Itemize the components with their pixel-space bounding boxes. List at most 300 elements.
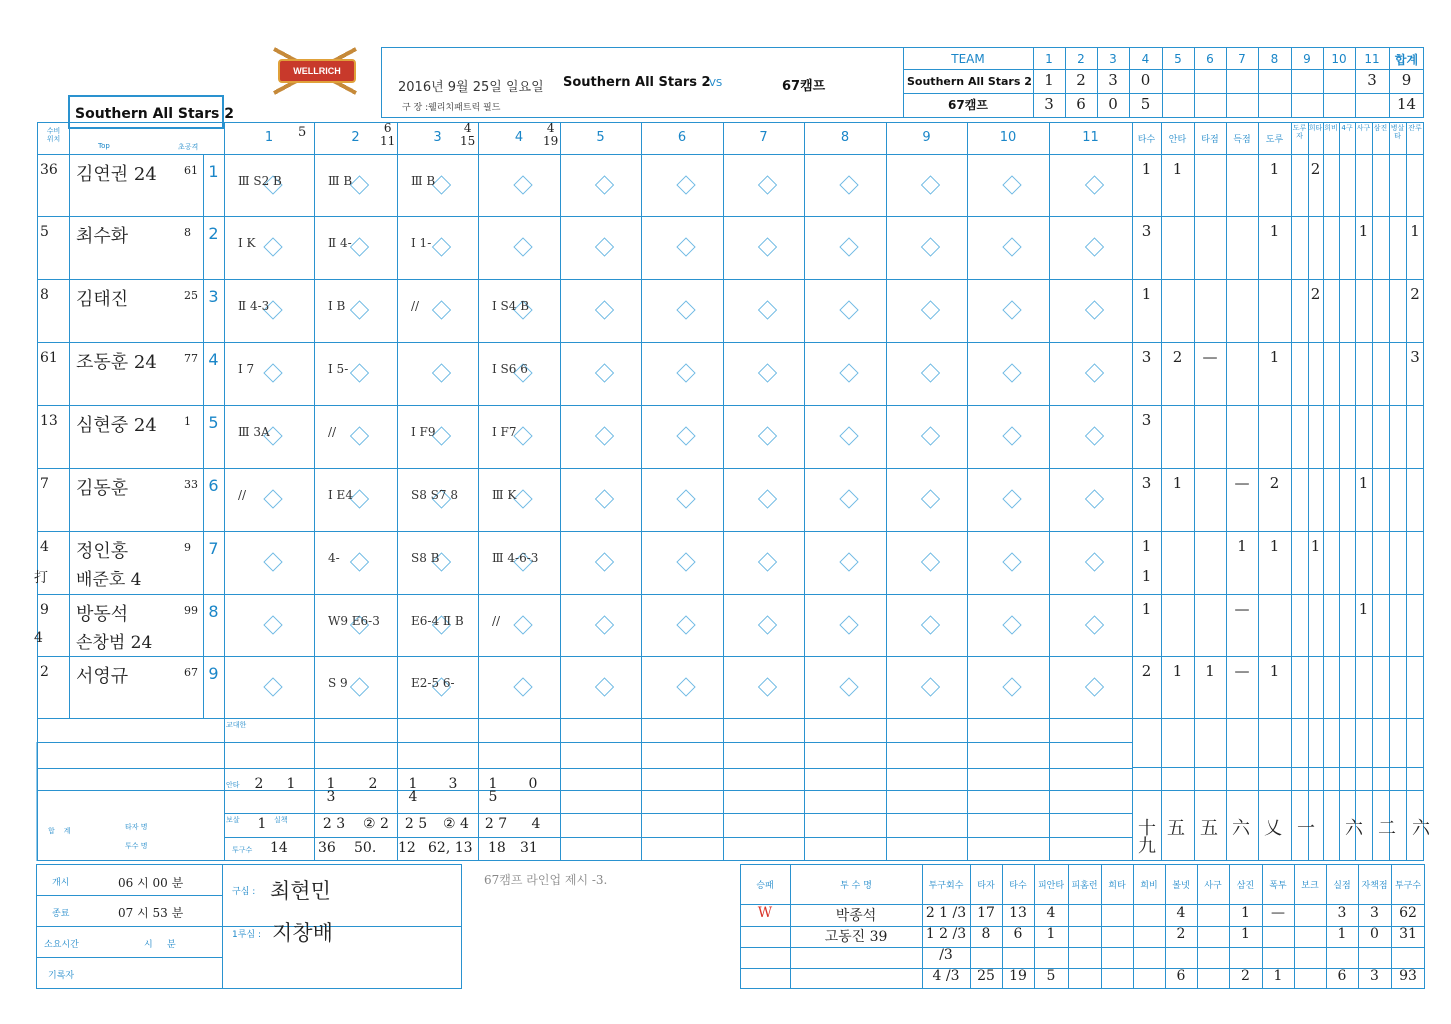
pitcher-r: 1 bbox=[1337, 926, 1347, 942]
inning-pitch-count: 50. bbox=[354, 840, 377, 856]
pitcher-wp: 1 bbox=[1273, 968, 1283, 984]
pitching-header-12: 폭투 bbox=[1269, 881, 1287, 891]
base-diamond bbox=[514, 678, 532, 696]
handwritten-note: 67캠프 라인업 제시 -3. bbox=[484, 873, 608, 887]
player-number: 8 bbox=[184, 226, 191, 239]
away-run-1: 1 bbox=[1044, 71, 1054, 89]
player-name: 심현중 24 bbox=[76, 415, 157, 436]
pitching-header-11: 삼진 bbox=[1236, 881, 1255, 891]
play-result: S8 B bbox=[411, 551, 440, 565]
pitcher-innings: 2 1 /3 bbox=[925, 905, 967, 921]
base-diamond bbox=[351, 678, 369, 696]
base-diamond bbox=[1086, 427, 1104, 445]
pitching-header-5: 피안타 bbox=[1037, 881, 1065, 891]
batter-stat: 2 bbox=[1269, 474, 1280, 492]
batter-stat: 2 bbox=[1310, 160, 1321, 178]
inning-number-11: 11 bbox=[1082, 130, 1099, 145]
inning-hits: 2 bbox=[254, 776, 264, 792]
batter-stat: — bbox=[1234, 662, 1250, 680]
pitching-header-8: 희비 bbox=[1140, 881, 1158, 891]
pitching-header-13: 보크 bbox=[1301, 881, 1319, 891]
batter-stat: 3 bbox=[1141, 222, 1152, 240]
umpire-label: 구심 : bbox=[232, 887, 256, 897]
inning-hits: 0 bbox=[528, 776, 538, 792]
inning-header-11: 11 bbox=[1364, 52, 1380, 66]
end-time: 07 시 53 분 bbox=[118, 906, 184, 920]
base-diamond bbox=[1086, 301, 1104, 319]
error-label: 실책 bbox=[274, 816, 288, 824]
total-stat: 五 bbox=[1167, 818, 1185, 839]
inning-errors: 1 bbox=[257, 816, 267, 832]
inning-pitch-count: 62, 13 bbox=[428, 840, 473, 856]
base-diamond bbox=[1086, 553, 1104, 571]
play-result: S 9 bbox=[328, 676, 348, 690]
total-stat: 乂 bbox=[1264, 818, 1282, 839]
base-diamond bbox=[759, 364, 777, 382]
play-result: Ⅲ 4-6-3 bbox=[492, 551, 539, 565]
pitcher-innings: 1 2 /3 bbox=[925, 926, 967, 942]
away-run-3: 3 bbox=[1108, 71, 1118, 89]
inning-hits: 1 bbox=[286, 776, 296, 792]
player-position: 9 bbox=[40, 602, 49, 618]
pitcher-bf: 8 bbox=[981, 926, 991, 942]
scorer-label: 기록자 bbox=[48, 971, 75, 981]
home-team: 67캠프 bbox=[782, 79, 826, 94]
base-diamond bbox=[677, 616, 695, 634]
batting-order: 3 bbox=[208, 287, 219, 306]
inning-number-10: 10 bbox=[999, 130, 1017, 145]
inning-number-5: 5 bbox=[596, 130, 605, 145]
inning-errors: 2 5 bbox=[404, 816, 428, 832]
play-result: E2-5 6- bbox=[411, 676, 455, 690]
stat-header-9: 사구 bbox=[1356, 124, 1371, 132]
inning-number-2: 2 bbox=[351, 130, 360, 145]
base-diamond bbox=[922, 616, 940, 634]
base-diamond bbox=[351, 176, 369, 194]
home-total: 14 bbox=[1396, 95, 1417, 113]
inning-pitch-count: 31 bbox=[520, 840, 538, 856]
stat-header-5: 도루자 bbox=[1292, 124, 1307, 140]
pitcher-so: 2 bbox=[1241, 968, 1250, 984]
play-result: // bbox=[328, 425, 337, 439]
base-diamond bbox=[922, 490, 940, 508]
linescore-home-team: 67캠프 bbox=[948, 98, 988, 112]
base-diamond bbox=[1003, 364, 1021, 382]
batter-stat: 1 bbox=[1141, 285, 1152, 303]
inning-header-8: 8 bbox=[1270, 52, 1279, 66]
inning-errors: 4 bbox=[531, 816, 541, 832]
sub-name: 배준호 4 bbox=[76, 570, 142, 590]
base-diamond bbox=[1086, 364, 1104, 382]
inning-number-3: 3 bbox=[433, 130, 442, 145]
play-result: // bbox=[492, 614, 501, 628]
pitcher-er: 3 bbox=[1370, 905, 1379, 921]
batter-stat: 1 bbox=[1269, 662, 1280, 680]
total-stat: 十九 bbox=[1138, 818, 1156, 857]
away-run-2: 2 bbox=[1076, 71, 1086, 89]
pitcher-name: 고동진 39 bbox=[824, 929, 888, 945]
base-diamond bbox=[596, 364, 614, 382]
inning-number-7: 7 bbox=[759, 130, 768, 145]
play-result: Ⅲ 3A bbox=[238, 425, 270, 439]
player-name: 서영규 bbox=[76, 666, 129, 687]
sub-position: 打 bbox=[34, 570, 48, 586]
base-diamond bbox=[514, 427, 532, 445]
player-number: 33 bbox=[184, 478, 198, 491]
batting-order: 5 bbox=[208, 413, 219, 432]
inning-note-2: 6 11 bbox=[380, 121, 396, 148]
base-diamond bbox=[677, 678, 695, 696]
play-result: S8 S7 8 bbox=[411, 488, 458, 502]
batter-stat: 1 bbox=[1141, 600, 1152, 618]
inning-header-10: 10 bbox=[1331, 52, 1347, 66]
player-position: 61 bbox=[40, 350, 58, 366]
subs-label: 교대한 bbox=[226, 721, 247, 729]
batting-order: 6 bbox=[208, 476, 219, 495]
base-diamond bbox=[677, 553, 695, 571]
play-result: Ⅰ S4 B bbox=[492, 299, 530, 313]
batter-stat: 1 bbox=[1172, 160, 1183, 178]
base-diamond bbox=[264, 678, 282, 696]
totals-batter-label: 타자 명 bbox=[125, 823, 148, 831]
play-result: Ⅲ B bbox=[328, 174, 353, 188]
sub-stat: 1 bbox=[1141, 567, 1152, 585]
inning-errors: ② 2 bbox=[363, 816, 389, 832]
base-diamond bbox=[759, 176, 777, 194]
inning-header-9: 9 bbox=[1303, 52, 1311, 66]
stat-header-3: 득점 bbox=[1233, 135, 1251, 145]
inning-number-4: 4 bbox=[514, 130, 524, 145]
player-number: 9 bbox=[184, 541, 191, 554]
inning-number-1: 1 bbox=[264, 130, 274, 145]
play-result: // bbox=[411, 299, 420, 313]
batter-stat: 1 bbox=[1358, 222, 1369, 240]
pitching-header-0: 승패 bbox=[756, 881, 774, 891]
totals-pitcher-label: 투수 명 bbox=[125, 842, 148, 850]
inning-hits: 2 bbox=[368, 776, 378, 792]
play-result: E6-4 Ⅱ B bbox=[411, 614, 464, 628]
inning-header-1: 1 bbox=[1045, 52, 1053, 66]
pitcher-bb: 6 bbox=[1176, 968, 1186, 984]
player-number: 77 bbox=[184, 352, 198, 365]
batter-stat: 1 bbox=[1269, 348, 1280, 366]
pitcher-pc: 31 bbox=[1399, 926, 1417, 942]
player-position: 7 bbox=[40, 476, 49, 492]
base-diamond bbox=[840, 176, 858, 194]
away-run-11: 3 bbox=[1367, 71, 1377, 89]
inning-note-4: 4 19 bbox=[543, 121, 559, 148]
base-diamond bbox=[759, 427, 777, 445]
batter-stat: 3 bbox=[1141, 348, 1152, 366]
pitching-header-4: 타수 bbox=[1009, 881, 1027, 891]
pitcher-h: 1 bbox=[1046, 926, 1056, 942]
away-total: 9 bbox=[1401, 71, 1412, 89]
pitcher-ab: 19 bbox=[1009, 968, 1027, 984]
base-diamond bbox=[1003, 678, 1021, 696]
batter-stat: 2 bbox=[1172, 348, 1183, 366]
stat-header-2: 타점 bbox=[1201, 135, 1219, 145]
base-diamond bbox=[596, 176, 614, 194]
total-stat: 六 bbox=[1232, 818, 1250, 839]
inning-pitch-count: 36 bbox=[318, 840, 336, 856]
linescore-team-header: TEAM bbox=[951, 52, 985, 66]
stadium-name: 웰리치패트릭 필드 bbox=[428, 103, 501, 113]
base-diamond bbox=[596, 490, 614, 508]
start-label: 개시 bbox=[52, 878, 70, 888]
pitching-header-14: 실점 bbox=[1333, 881, 1351, 891]
batter-stat: 2 bbox=[1141, 662, 1152, 680]
base-diamond bbox=[264, 553, 282, 571]
inning-number-6: 6 bbox=[677, 130, 687, 145]
base-diamond bbox=[596, 238, 614, 256]
batting-order: 4 bbox=[208, 350, 219, 369]
duration-label: 소요시간 bbox=[44, 940, 79, 950]
stat-header-7: 희비 bbox=[1324, 124, 1338, 132]
home-run-2: 6 bbox=[1076, 95, 1086, 113]
base-diamond bbox=[351, 301, 369, 319]
inning-errors: 2 7 bbox=[484, 816, 508, 832]
play-result: Ⅰ 7 bbox=[238, 362, 255, 376]
pitching-header-6: 피홈런 bbox=[1071, 881, 1098, 891]
player-position: 5 bbox=[40, 224, 49, 240]
base-diamond bbox=[596, 678, 614, 696]
stat-header-0: 타수 bbox=[1137, 135, 1156, 145]
play-result: Ⅱ 4- bbox=[328, 236, 352, 250]
player-name: 정인홍 bbox=[76, 541, 129, 562]
batter-stat: 2 bbox=[1310, 285, 1321, 303]
base-diamond bbox=[1003, 616, 1021, 634]
base-diamond bbox=[840, 301, 858, 319]
batter-stat: — bbox=[1234, 474, 1250, 492]
first-base-umpire: 지창배 bbox=[272, 921, 333, 945]
batting-order: 9 bbox=[208, 664, 219, 683]
play-result: Ⅰ E4 bbox=[328, 488, 353, 502]
total-stat: 五 bbox=[1200, 818, 1218, 839]
batter-stat: 3 bbox=[1410, 348, 1420, 366]
stadium-label: 구 장 : bbox=[402, 103, 429, 113]
batter-stat: 1 bbox=[1141, 160, 1152, 178]
base-diamond bbox=[1003, 238, 1021, 256]
base-diamond bbox=[1003, 427, 1021, 445]
play-result: Ⅰ F9 bbox=[411, 425, 436, 439]
batter-stat: 1 bbox=[1310, 537, 1321, 555]
base-diamond bbox=[433, 238, 451, 256]
play-result: Ⅱ 4-3 bbox=[238, 299, 270, 313]
batter-stat: 2 bbox=[1410, 285, 1420, 303]
pitcher-h: 5 bbox=[1046, 968, 1056, 984]
batter-stat: 1 bbox=[1141, 537, 1152, 555]
batting-order: 7 bbox=[208, 539, 219, 558]
pitcher-pc: 62 bbox=[1399, 905, 1417, 921]
stat-header-12: 잔루 bbox=[1408, 124, 1422, 132]
pitcher-r: 3 bbox=[1337, 905, 1347, 921]
player-position: 13 bbox=[40, 413, 58, 429]
hits-label: 안타 bbox=[226, 781, 240, 789]
base-diamond bbox=[922, 553, 940, 571]
stat-header-11: 병살타 bbox=[1390, 124, 1405, 140]
logo-text: WELLRICH LEAGUE bbox=[278, 59, 356, 83]
base-diamond bbox=[1086, 490, 1104, 508]
base-diamond bbox=[759, 301, 777, 319]
base-diamond bbox=[840, 364, 858, 382]
total-header: 합계 bbox=[1394, 53, 1419, 67]
base-diamond bbox=[1086, 616, 1104, 634]
base-diamond bbox=[514, 176, 532, 194]
base-diamond bbox=[840, 238, 858, 256]
base-diamond bbox=[840, 553, 858, 571]
pitch-count-label: 투구수 bbox=[232, 846, 253, 854]
batter-stat: 1 bbox=[1172, 662, 1183, 680]
base-diamond bbox=[840, 427, 858, 445]
base-diamond bbox=[922, 238, 940, 256]
play-result: 4- bbox=[328, 551, 340, 565]
base-diamond bbox=[922, 678, 940, 696]
base-diamond bbox=[1003, 176, 1021, 194]
end-label: 종료 bbox=[52, 909, 70, 919]
pitching-header-3: 타자 bbox=[977, 881, 995, 891]
pitcher-ab: 6 bbox=[1013, 926, 1023, 942]
inning-header-2: 2 bbox=[1077, 52, 1085, 66]
base-diamond bbox=[433, 301, 451, 319]
pitching-header-7: 희타 bbox=[1108, 881, 1126, 891]
player-name: 조동훈 24 bbox=[76, 352, 157, 373]
base-diamond bbox=[1086, 238, 1104, 256]
bb-label: 보살 bbox=[226, 816, 240, 824]
base-diamond bbox=[759, 678, 777, 696]
pitcher-so: 1 bbox=[1241, 926, 1250, 942]
player-position: 36 bbox=[40, 162, 58, 178]
pitcher-er: 0 bbox=[1370, 926, 1379, 942]
batting-order: 2 bbox=[208, 224, 219, 243]
inning-pitch-count: 12 bbox=[398, 840, 416, 856]
pitcher-innings: 4 /3 bbox=[932, 968, 960, 984]
top-header: Top bbox=[98, 142, 110, 150]
base-diamond bbox=[922, 427, 940, 445]
base-diamond bbox=[677, 427, 695, 445]
inning-header-3: 3 bbox=[1109, 52, 1117, 66]
base-diamond bbox=[596, 553, 614, 571]
pitcher-innings: /3 bbox=[939, 947, 953, 963]
total-stat: 二 bbox=[1378, 818, 1396, 839]
pitcher-so: 1 bbox=[1241, 905, 1250, 921]
home-run-1: 3 bbox=[1044, 95, 1054, 113]
base-diamond bbox=[922, 364, 940, 382]
player-position: 2 bbox=[40, 664, 49, 680]
batter-stat: 1 bbox=[1358, 474, 1369, 492]
sub-position: 4 bbox=[34, 630, 43, 646]
batter-stat: 1 bbox=[1358, 600, 1369, 618]
batter-stat: 3 bbox=[1141, 474, 1152, 492]
play-result: Ⅰ F7 bbox=[492, 425, 517, 439]
batter-stat: 1 bbox=[1172, 474, 1183, 492]
batter-stat: 1 bbox=[1269, 537, 1280, 555]
inning-hits: 3 bbox=[448, 776, 458, 792]
base-diamond bbox=[514, 238, 532, 256]
batter-stat: — bbox=[1202, 348, 1218, 366]
base-diamond bbox=[1003, 301, 1021, 319]
play-result: Ⅰ 1- bbox=[411, 236, 432, 250]
player-number: 1 bbox=[184, 415, 191, 428]
umpire-name: 최현민 bbox=[270, 879, 331, 903]
inning-header-4: 4 bbox=[1141, 52, 1150, 66]
inning-header-7: 7 bbox=[1238, 52, 1246, 66]
pitching-header-10: 사구 bbox=[1204, 881, 1222, 891]
player-number: 99 bbox=[184, 604, 198, 617]
pitcher-bb: 4 bbox=[1176, 905, 1186, 921]
home-run-4: 5 bbox=[1140, 95, 1151, 113]
pitching-header-9: 볼넷 bbox=[1172, 881, 1190, 891]
batter-stat: 1 bbox=[1205, 662, 1215, 680]
base-diamond bbox=[264, 490, 282, 508]
inning-pitch-count: 14 bbox=[270, 840, 288, 856]
player-name: 김연권 24 bbox=[76, 164, 157, 185]
player-name: 최수화 bbox=[76, 226, 129, 247]
pitcher-bb: 2 bbox=[1176, 926, 1186, 942]
stat-header-1: 안타 bbox=[1168, 135, 1187, 145]
totals-label: 합 계 bbox=[48, 827, 71, 835]
duration-value: 시 분 bbox=[144, 940, 176, 950]
base-diamond bbox=[596, 427, 614, 445]
inning-errors: ② 4 bbox=[443, 816, 469, 832]
base-diamond bbox=[514, 616, 532, 634]
base-diamond bbox=[922, 176, 940, 194]
inning-note-1: 5 bbox=[298, 125, 307, 140]
inning-number-8: 8 bbox=[840, 130, 850, 145]
base-diamond bbox=[677, 176, 695, 194]
away-team: Southern All Stars 2 bbox=[563, 75, 711, 90]
home-run-3: 0 bbox=[1108, 95, 1118, 113]
play-result: Ⅲ S2 B bbox=[238, 174, 282, 188]
pitcher-wp: — bbox=[1271, 905, 1285, 921]
play-result: Ⅰ 5- bbox=[328, 362, 349, 376]
base-diamond bbox=[677, 301, 695, 319]
player-position: 8 bbox=[40, 287, 49, 303]
pitching-header-2: 투구회수 bbox=[928, 881, 964, 891]
pitching-header-15: 자책점 bbox=[1361, 881, 1388, 891]
back-header: 초공격 bbox=[178, 143, 199, 151]
base-diamond bbox=[677, 364, 695, 382]
player-position: 4 bbox=[40, 539, 49, 555]
play-result: W9 E6-3 bbox=[328, 614, 380, 628]
base-diamond bbox=[840, 616, 858, 634]
player-number: 67 bbox=[184, 666, 198, 679]
pitcher-ab: 13 bbox=[1009, 905, 1027, 921]
inning-header-6: 6 bbox=[1206, 52, 1214, 66]
total-stat: 六 bbox=[1345, 818, 1363, 839]
base-diamond bbox=[351, 490, 369, 508]
play-result: Ⅰ K bbox=[238, 236, 256, 250]
base-diamond bbox=[351, 238, 369, 256]
base-diamond bbox=[351, 553, 369, 571]
play-result: Ⅰ S6 6 bbox=[492, 362, 528, 376]
pitcher-bf: 25 bbox=[977, 968, 995, 984]
player-name: 김태진 bbox=[76, 289, 129, 310]
play-result: Ⅲ K bbox=[492, 488, 517, 502]
base-diamond bbox=[677, 490, 695, 508]
inning-hits: 1 5 bbox=[488, 776, 498, 805]
batter-stat: 1 bbox=[1269, 222, 1280, 240]
base-diamond bbox=[264, 364, 282, 382]
base-diamond bbox=[433, 364, 451, 382]
stat-header-10: 삼진 bbox=[1373, 124, 1388, 132]
pos-header: 수비 위치 bbox=[46, 127, 61, 143]
base-diamond bbox=[759, 238, 777, 256]
play-result: Ⅲ B bbox=[411, 174, 436, 188]
inning-note-3: 4 15 bbox=[460, 121, 476, 148]
base-diamond bbox=[1003, 490, 1021, 508]
base-diamond bbox=[1003, 553, 1021, 571]
stat-header-6: 희타 bbox=[1308, 124, 1323, 132]
